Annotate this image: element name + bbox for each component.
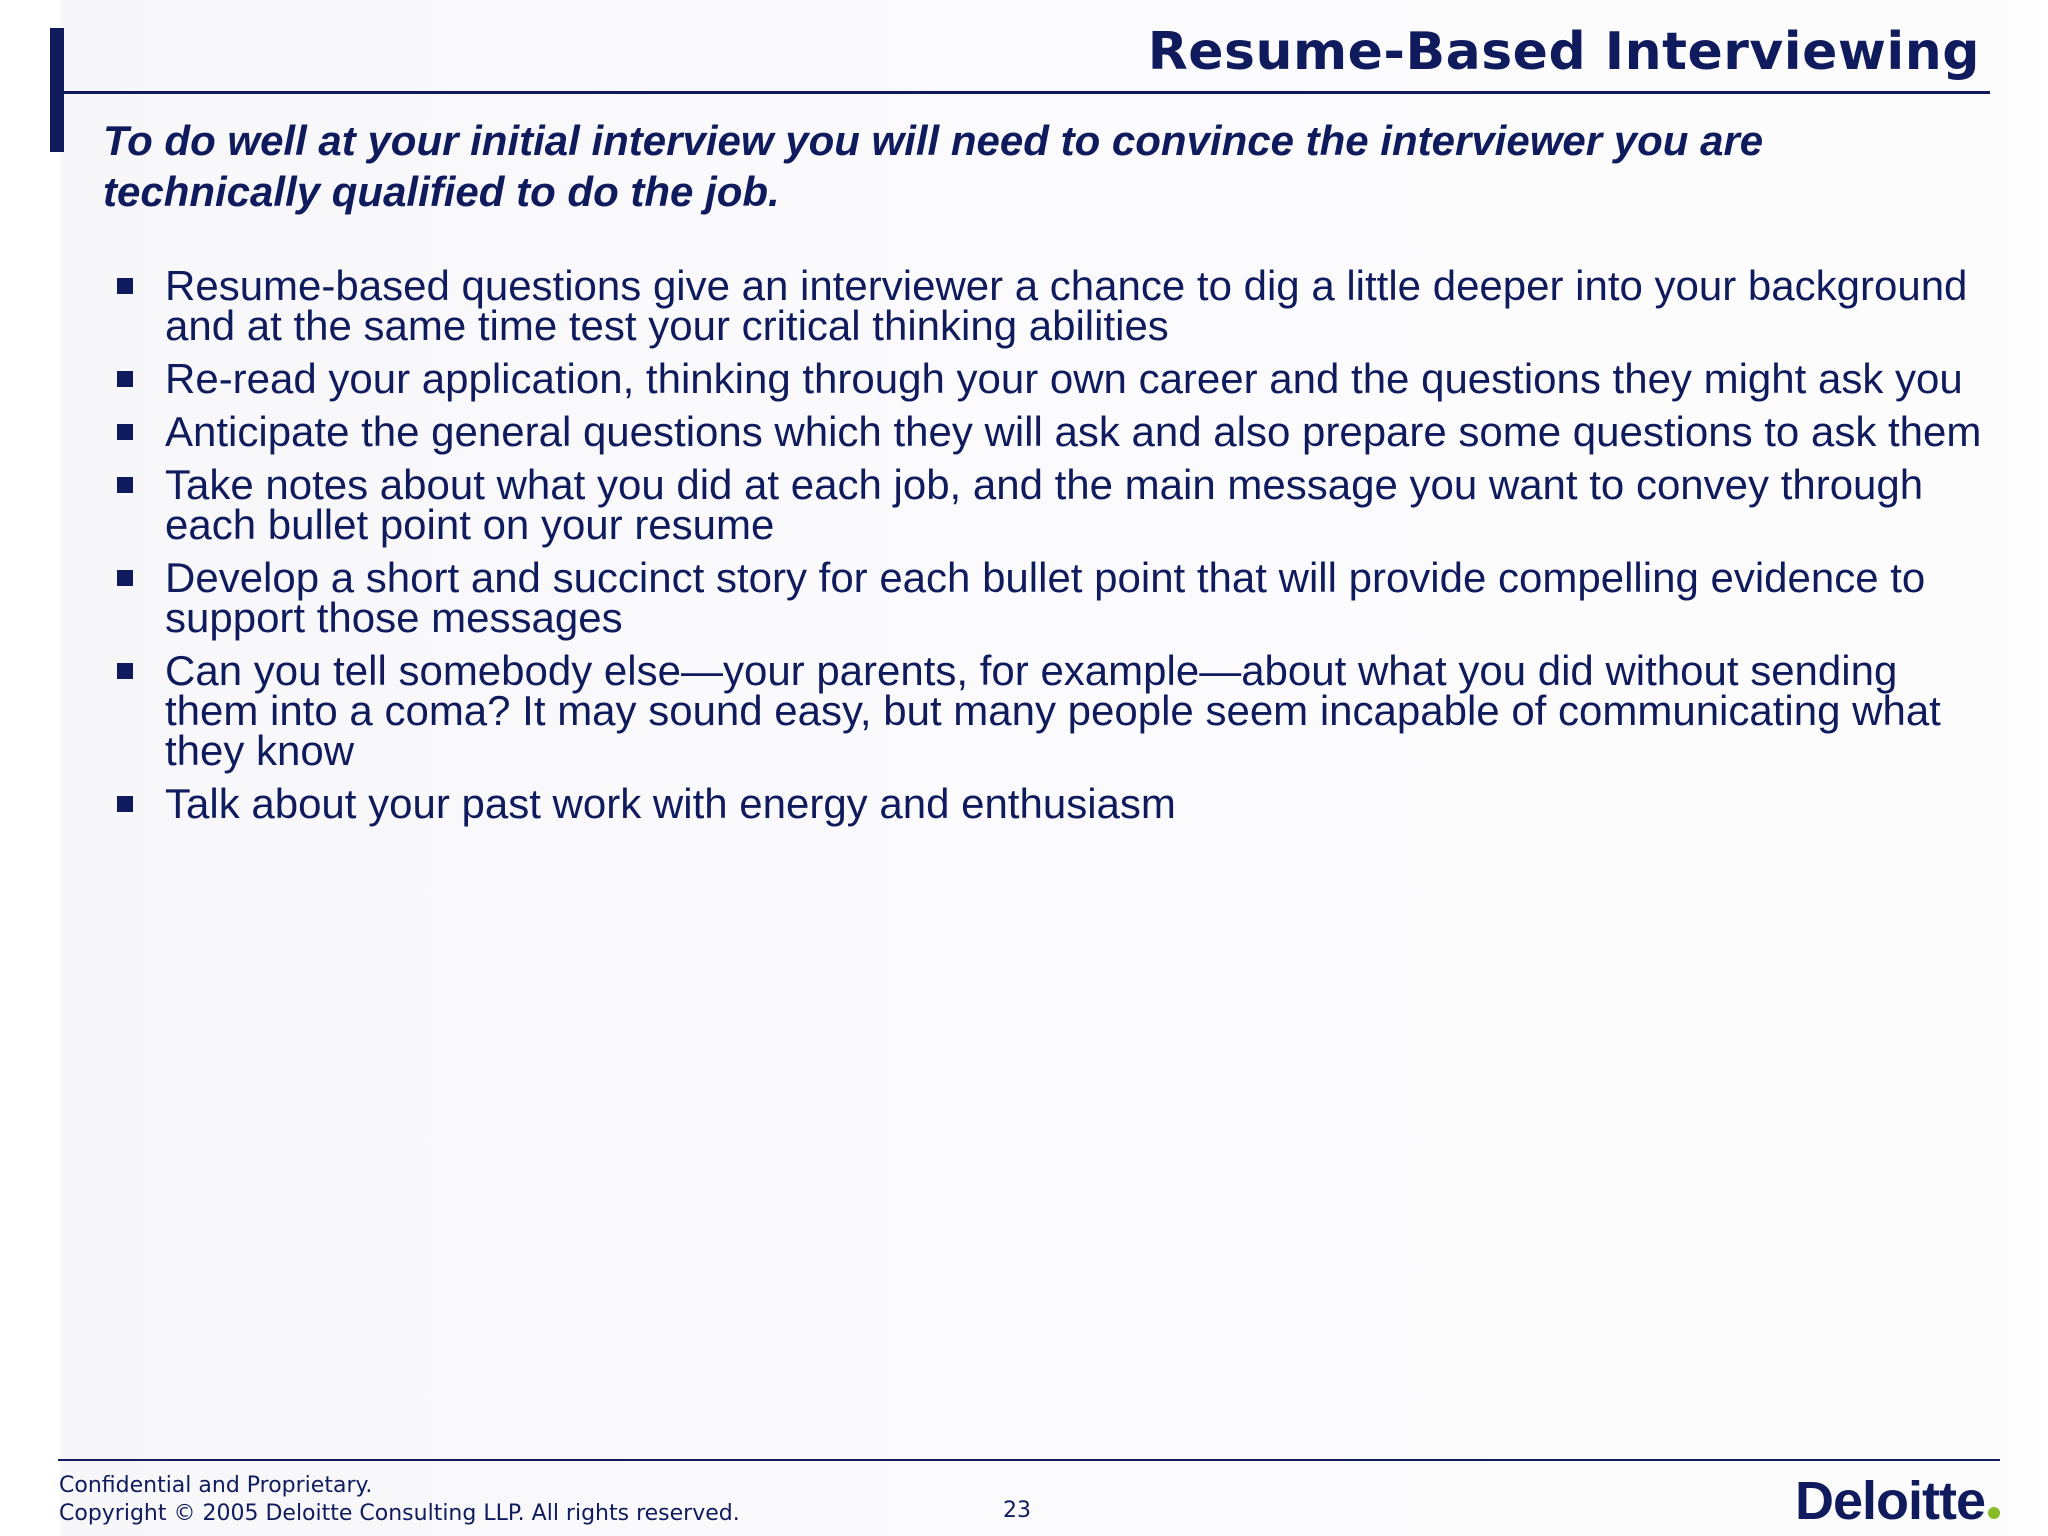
- square-bullet-icon: [117, 371, 133, 387]
- confidential-notice: Confidential and Proprietary.: [59, 1473, 373, 1498]
- logo-text: Deloitte: [1794, 1471, 1985, 1531]
- logo-dot-icon: [1988, 1507, 2000, 1519]
- list-item: [115, 461, 1995, 548]
- list-item: [115, 408, 1995, 455]
- page-title: Resume-Based Interviewing: [1147, 22, 1980, 82]
- bullet-text: Can you tell somebody else—your parents, for example—about what you did without sending them into a coma? It may sound easy, but many people seem incapable of communicating what they know: [165, 647, 1941, 774]
- deloitte-logo: [1795, 1470, 2000, 1532]
- page-number: 23: [1003, 1498, 1031, 1523]
- square-bullet-icon: [117, 663, 133, 679]
- bullet-list: [115, 262, 1995, 837]
- bullet-text: Resume-based questions give an interviewer a chance to dig a little deeper into your background and at the same time test your critical thinking abilities: [165, 262, 1968, 349]
- bullet-text: Take notes about what you did at each job, and the main message you want to convey through each bullet point on your resume: [165, 461, 1924, 548]
- square-bullet-icon: [117, 570, 133, 586]
- bullet-text: Re-read your application, thinking through your own career and the questions they might ask you: [165, 355, 1963, 402]
- list-item: [115, 647, 1995, 774]
- accent-bar: [50, 28, 64, 152]
- footer-divider: [58, 1459, 2000, 1461]
- bullet-text: Develop a short and succinct story for each bullet point that will provide compelling evidence to support those messages: [165, 554, 1926, 641]
- footer-legal: [59, 1472, 740, 1528]
- list-item: [115, 355, 1995, 402]
- square-bullet-icon: [117, 796, 133, 812]
- subtitle: To do well at your initial interview you will need to convince the interviewer you are technically qualified to do the job.: [103, 117, 1764, 215]
- bullet-text: Talk about your past work with energy and enthusiasm: [165, 780, 1176, 827]
- copyright-notice: Copyright © 2005 Deloitte Consulting LLP. All rights reserved.: [59, 1501, 740, 1526]
- square-bullet-icon: [117, 477, 133, 493]
- title-divider: [64, 91, 1990, 94]
- list-item: [115, 780, 1995, 827]
- square-bullet-icon: [117, 424, 133, 440]
- square-bullet-icon: [117, 278, 133, 294]
- bullet-text: Anticipate the general questions which they will ask and also prepare some questions to ask them: [165, 408, 1982, 455]
- list-item: [115, 554, 1995, 641]
- list-item: [115, 262, 1995, 349]
